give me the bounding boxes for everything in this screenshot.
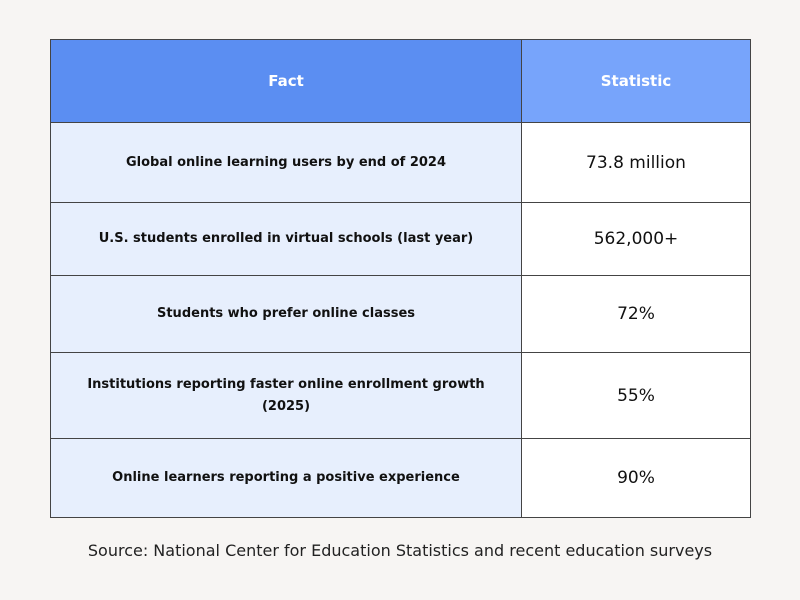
table-row: [51, 353, 751, 439]
table-row: [51, 123, 751, 203]
statistic-cell: 55%: [522, 353, 751, 439]
statistic-cell: 562,000+: [522, 203, 751, 276]
statistic-cell: 73.8 million: [522, 123, 751, 203]
fact-cell: Online learners reporting a positive experience: [51, 439, 522, 518]
fact-cell: Institutions reporting faster online enrollment growth (2025): [51, 353, 522, 439]
fact-cell: Students who prefer online classes: [51, 276, 522, 353]
fact-column-header: Fact: [51, 40, 522, 123]
statistic-cell: 90%: [522, 439, 751, 518]
table-header-row: [51, 40, 751, 123]
table-row: [51, 276, 751, 353]
fact-cell: Global online learning users by end of 2024: [51, 123, 522, 203]
table-row: [51, 203, 751, 276]
statistic-cell: 72%: [522, 276, 751, 353]
statistic-column-header: Statistic: [522, 40, 751, 123]
table-row: [51, 439, 751, 518]
statistics-table: [50, 39, 751, 518]
source-note: Source: National Center for Education Statistics and recent education surveys: [87, 541, 713, 560]
fact-cell: U.S. students enrolled in virtual schools (last year): [51, 203, 522, 276]
